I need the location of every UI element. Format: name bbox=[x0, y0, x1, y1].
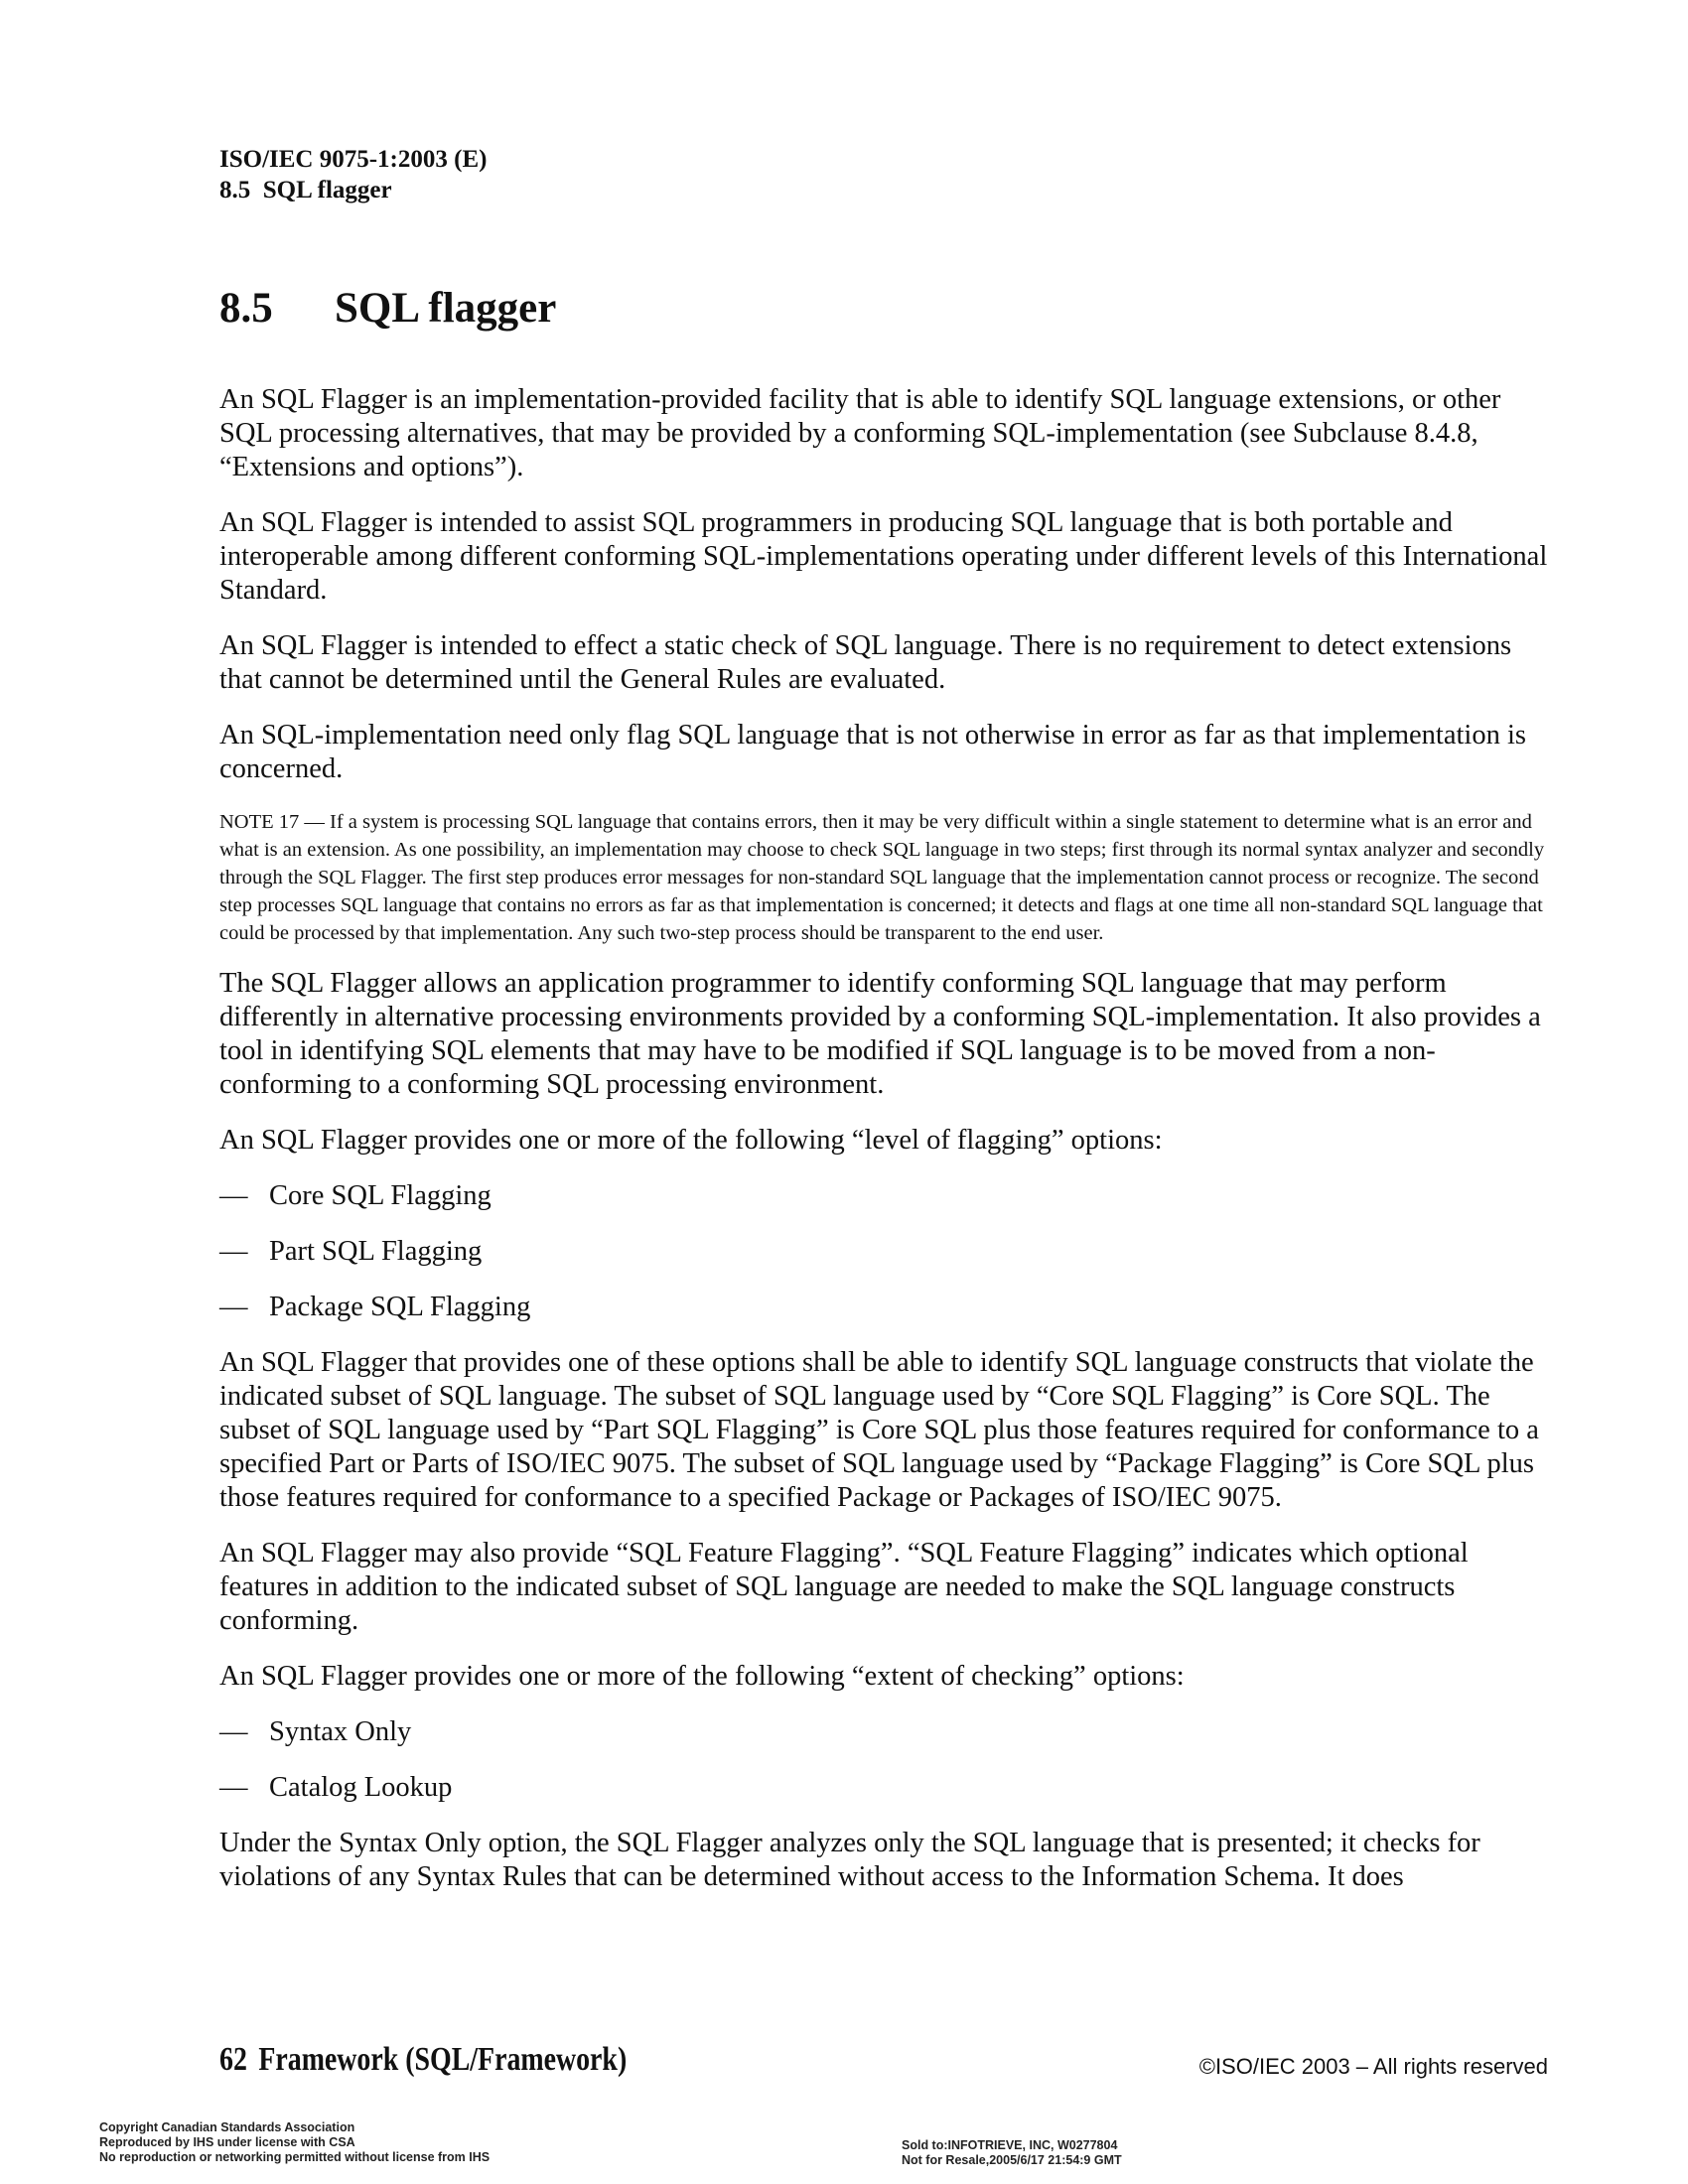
list-dash: — bbox=[219, 1772, 248, 1803]
list-item bbox=[219, 1291, 1550, 1324]
list-item-text: Catalog Lookup bbox=[269, 1772, 453, 1803]
list-item-text: Syntax Only bbox=[269, 1716, 412, 1747]
license-stamp-left bbox=[99, 2120, 490, 2165]
list-dash: — bbox=[219, 1180, 248, 1211]
note: NOTE 17 — If a system is processing SQL language that contains errors, then it may be very difficult within a single statement to determine what is an error and what is an extension. As one possibility, an implementation may choose to check SQL language in two steps; first through its normal syntax analyzer and secondly through the SQL Flagger. The first step produces error messages for non-standard SQL language that the implementation cannot process or recognize. The second step processes SQL language that contains no errors as far as that implementation is concerned; it detects and flags at one time all non-standard SQL language that could be processed by that implementation. Any such two-step process should be transparent to the end user. bbox=[219, 811, 1545, 944]
list-item-text: Part SQL Flagging bbox=[269, 1236, 483, 1267]
stamp-line: Sold to:INFOTRIEVE, INC, W0277804 bbox=[902, 2138, 1118, 2152]
paragraph: An SQL Flagger provides one or more of the following “level of flagging” options: bbox=[219, 1125, 1163, 1156]
list-item bbox=[219, 1771, 1550, 1805]
flagging-level-list bbox=[219, 1179, 1550, 1324]
body-text bbox=[219, 383, 1550, 1916]
paragraph: An SQL Flagger that provides one of these options shall be able to identify SQL language constructs that violate the indicated subset of SQL language. The subset of SQL language used by “Core SQL Flagging” is Core SQL. The subset of SQL language used by “Part SQL Flagging” is Core SQL plus those features required for conformance to a specified Part or Parts of ISO/IEC 9075. The subset of SQL language used by “Package Flagging” is Core SQL plus those features required for conformance to a specified Package or Packages of ISO/IEC 9075. bbox=[219, 1347, 1539, 1513]
page-number: 62 bbox=[219, 2041, 247, 2078]
section-heading bbox=[219, 283, 556, 335]
paragraph: An SQL Flagger is an implementation-provided facility that is able to identify SQL language extensions, or other SQL processing alternatives, that may be provided by a conforming SQL-implementation (see Subclause 8.4.8, “Extensions and options”). bbox=[219, 384, 1501, 482]
running-header bbox=[219, 144, 487, 205]
paragraph: The SQL Flagger allows an application programmer to identify conforming SQL language that may perform differently in alternative processing environments provided by a conforming SQL-implementation. It also provides a tool in identifying SQL elements that may have to be modified if SQL language is to be moved from a non-conforming to a conforming SQL processing environment. bbox=[219, 968, 1541, 1100]
stamp-line: Reproduced by IHS under license with CSA bbox=[99, 2135, 355, 2149]
part-title: Framework (SQL/Framework) bbox=[258, 2041, 628, 2078]
list-item bbox=[219, 1179, 1550, 1213]
stamp-line: Not for Resale,2005/6/17 21:54:9 GMT bbox=[902, 2153, 1122, 2167]
list-item bbox=[219, 1235, 1550, 1269]
paragraph: Under the Syntax Only option, the SQL Flagger analyzes only the SQL language that is presented; it checks for violations of any Syntax Rules that can be determined without access to the Information Schema. It does bbox=[219, 1828, 1480, 1892]
stamp-line: Copyright Canadian Standards Association bbox=[99, 2120, 355, 2134]
section-number: 8.5 bbox=[219, 285, 273, 332]
list-item-text: Package SQL Flagging bbox=[269, 1292, 531, 1322]
list-dash: — bbox=[219, 1716, 248, 1747]
paragraph: An SQL Flagger is intended to assist SQL programmers in producing SQL language that is both portable and interoperable among different conforming SQL-implementations operating under different levels of this International Standard. bbox=[219, 507, 1548, 606]
header-doc-id: ISO/IEC 9075-1:2003 (E) bbox=[219, 146, 488, 173]
list-item bbox=[219, 1715, 1550, 1749]
section-title: SQL flagger bbox=[335, 285, 557, 332]
paragraph: An SQL Flagger may also provide “SQL Feature Flagging”. “SQL Feature Flagging” indicates which optional features in addition to the indicated subset of SQL language are needed to make the SQL language constructs conforming. bbox=[219, 1538, 1469, 1636]
list-dash: — bbox=[219, 1236, 248, 1267]
list-dash: — bbox=[219, 1292, 248, 1322]
page-footer-title bbox=[219, 2040, 627, 2080]
list-item-text: Core SQL Flagging bbox=[269, 1180, 492, 1211]
footer-copyright: ©ISO/IEC 2003 – All rights reserved bbox=[1198, 2054, 1548, 2079]
license-stamp-right bbox=[902, 2138, 1122, 2168]
checking-extent-list bbox=[219, 1715, 1550, 1805]
stamp-line: No reproduction or networking permitted without license from IHS bbox=[99, 2150, 491, 2164]
paragraph: An SQL Flagger is intended to effect a static check of SQL language. There is no requirement to detect extensions that cannot be determined until the General Rules are evaluated. bbox=[219, 630, 1512, 695]
paragraph: An SQL Flagger provides one or more of the following “extent of checking” options: bbox=[219, 1661, 1185, 1692]
header-section: 8.5 SQL flagger bbox=[219, 177, 392, 204]
paragraph: An SQL-implementation need only flag SQL language that is not otherwise in error as far as that implementation is concerned. bbox=[219, 720, 1526, 784]
